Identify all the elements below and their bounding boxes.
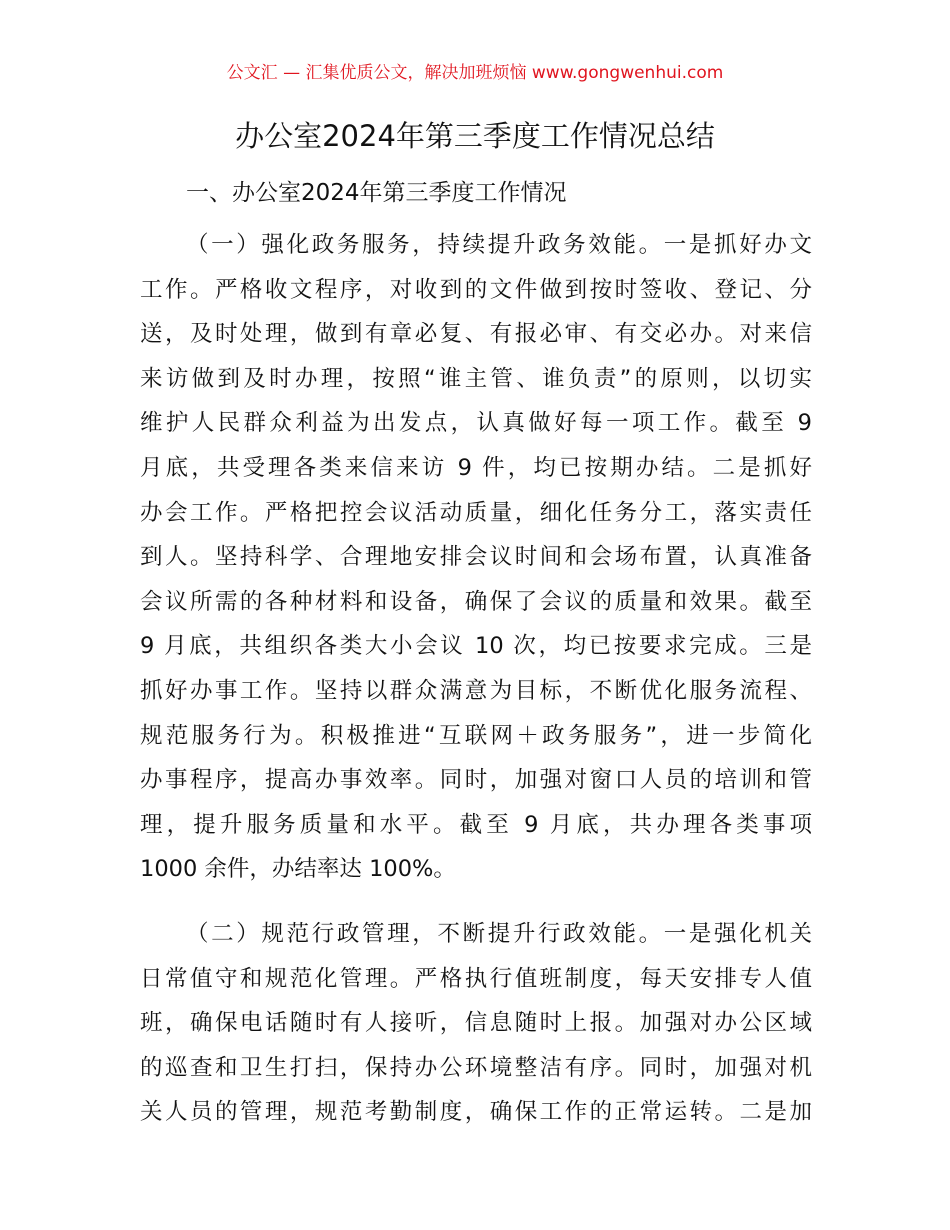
paragraph-line: （二）规范行政管理，不断提升行政效能。一是强化机关 <box>186 921 812 947</box>
paragraph-line: 关人员的管理，规范考勤制度，确保工作的正常运转。二是加 <box>140 1099 812 1126</box>
paragraph-line: （一）强化政务服务，持续提升政务效能。一是抓好办文 <box>186 232 812 258</box>
paragraph-line: 维护人民群众利益为出发点，认真做好每一项工作。截至 9 <box>140 410 812 437</box>
paragraph-line: 送，及时处理，做到有章必复、有报必审、有交必办。对来信 <box>140 321 812 348</box>
paragraph-1 <box>140 223 812 892</box>
paragraph-line: 到人。坚持科学、合理地安排会议时间和会场布置，认真准备 <box>140 544 812 571</box>
section-heading: 一、办公室2024年第三季度工作情况 <box>186 180 567 206</box>
paragraph-line: 办会工作。严格把控会议活动质量，细化任务分工，落实责任 <box>140 499 812 526</box>
paragraph-line: 理，提升服务质量和水平。截至 9 月底，共办理各类事项 <box>140 811 812 838</box>
paragraph-line: 日常值守和规范化管理。严格执行值班制度，每天安排专人值 <box>140 965 812 992</box>
paragraph-2 <box>140 912 812 1135</box>
paragraph-line: 班，确保电话随时有人接听，信息随时上报。加强对办公区域 <box>140 1010 812 1037</box>
paragraph-line: 1000 余件，办结率达 100%。 <box>140 856 456 883</box>
paragraph-line: 来访做到及时办理，按照“谁主管、谁负责”的原则，以切实 <box>140 365 812 392</box>
paragraph-line: 会议所需的各种材料和设备，确保了会议的质量和效果。截至 <box>140 588 812 615</box>
paragraph-line: 9 月底，共组织各类大小会议 10 次，均已按要求完成。三是 <box>140 633 812 660</box>
document-title: 办公室2024年第三季度工作情况总结 <box>235 119 715 153</box>
paragraph-line: 办事程序，提高办事效率。同时，加强对窗口人员的培训和管 <box>140 767 812 794</box>
watermark-banner: 公文汇 — 汇集优质公文，解决加班烦恼 www.gongwenhui.com <box>226 63 724 83</box>
paragraph-line: 工作。严格收文程序，对收到的文件做到按时签收、登记、分 <box>140 276 812 303</box>
paragraph-line: 抓好办事工作。坚持以群众满意为目标，不断优化服务流程、 <box>140 677 812 704</box>
paragraph-line: 月底，共受理各类来信来访 9 件，均已按期办结。二是抓好 <box>140 454 812 481</box>
paragraph-line: 规范服务行为。积极推进“互联网＋政务服务”，进一步简化 <box>140 722 812 749</box>
paragraph-line: 的巡查和卫生打扫，保持办公环境整洁有序。同时，加强对机 <box>140 1054 812 1081</box>
